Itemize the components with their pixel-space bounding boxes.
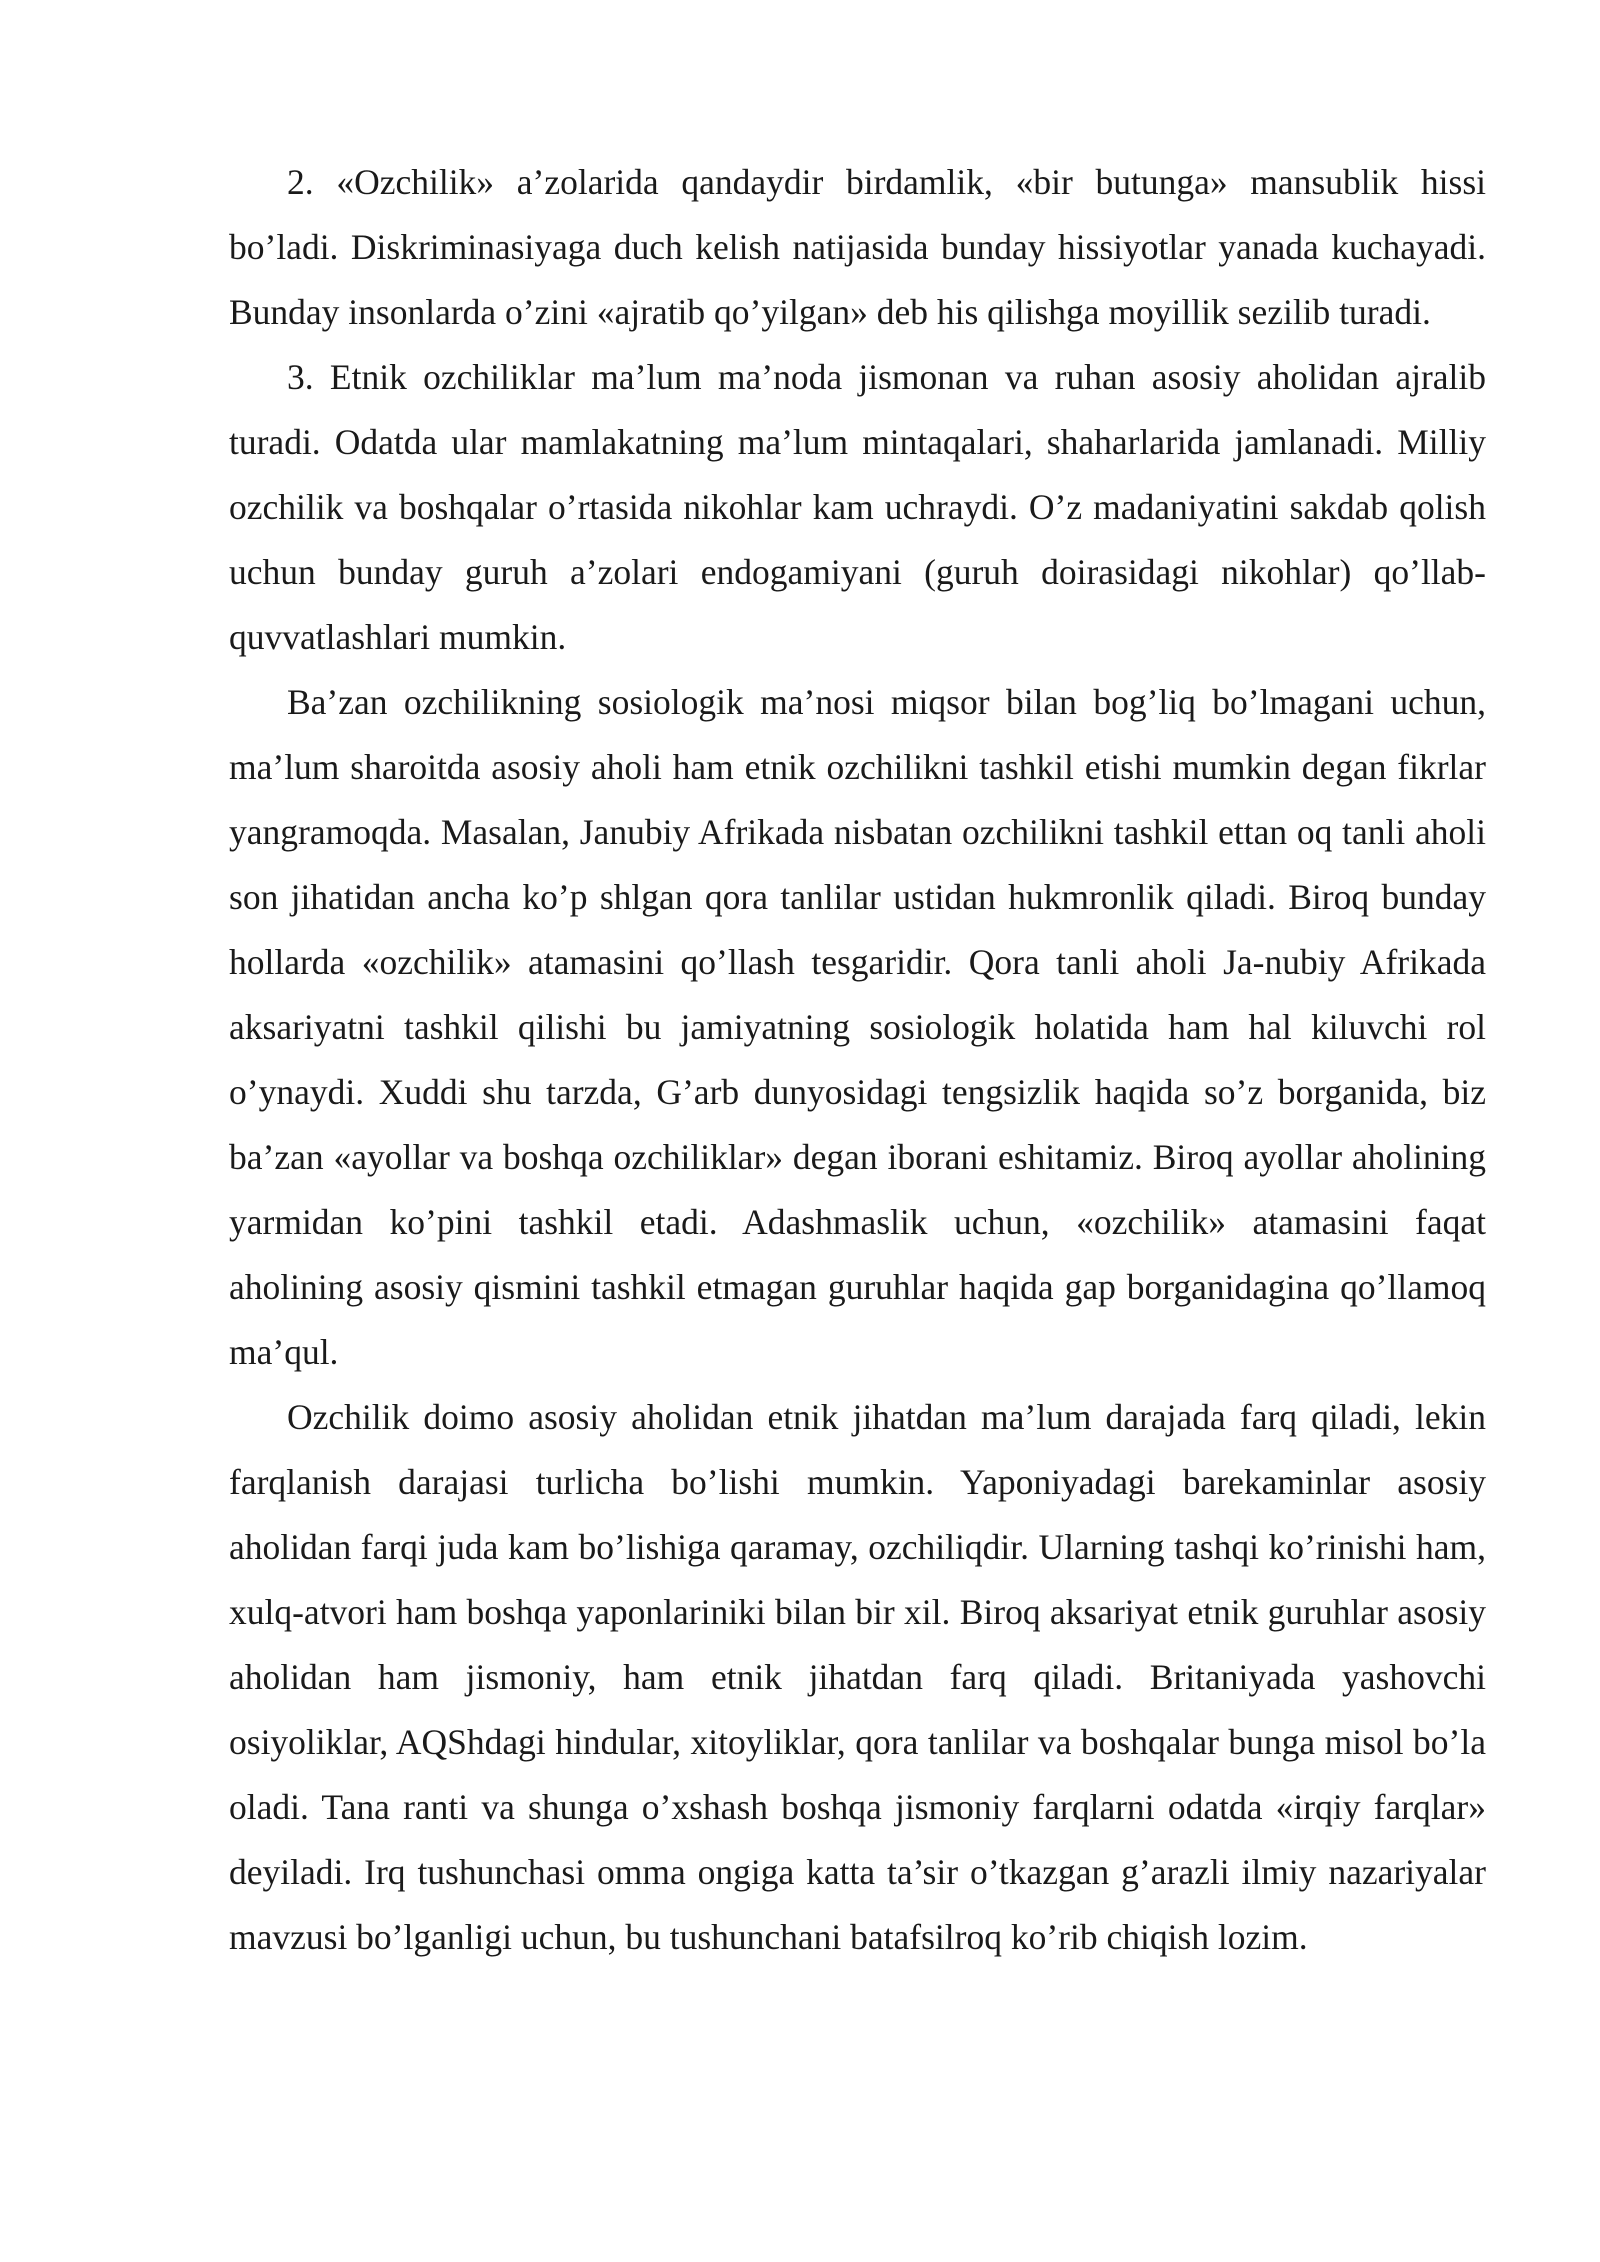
paragraph-2: 3. Etnik ozchiliklar ma’lum ma’noda jismonan va ruhan asosiy aholidan ajralib turadi. Odatda ular mamlakatning ma’lum mintaqalari, shaharlarida jamlanadi. Milliy ozchilik va boshqalar o’rtasida nikohlar kam uchraydi. O’z madaniyatini sakdab qolish uchun bunday guruh a’zolari endogamiyani (guruh doirasidagi nikohlar) qo’llab-quvvatlashlari mumkin. xyxy=(229,357,1486,657)
document-page xyxy=(229,150,1486,1970)
paragraph-3: Ba’zan ozchilikning sosiologik ma’nosi miqsor bilan bog’liq bo’lmagani uchun, ma’lum sharoitda asosiy aholi ham etnik ozchilikni tashkil etishi mumkin degan fikrlar yangramoqda. Masalan, Janubiy Afrikada nisbatan ozchilikni tashkil ettan oq tanli aholi son jihatidan ancha ko’p shlgan qora tanlilar ustidan hukmronlik qiladi. Biroq bunday hollarda «ozchilik» atamasini qo’llash tesgaridir. Qora tanli aholi Ja-nubiy Afrikada aksariyatni tashkil qilishi bu jamiyatning sosiologik holatida ham hal kiluvchi rol o’ynaydi. Xuddi shu tarzda, G’arb dunyosidagi tengsizlik haqida so’z borganida, biz ba’zan «ayollar va boshqa ozchiliklar» degan iborani eshitamiz. Biroq ayollar aholining yarmidan ko’pini tashkil etadi. Adashmaslik uchun, «ozchilik» atamasini faqat aholining asosiy qismini tashkil etmagan guruhlar haqida gap borganidagina qo’llamoq ma’qul. xyxy=(229,682,1486,1372)
paragraph-4: Ozchilik doimo asosiy aholidan etnik jihatdan ma’lum darajada farq qiladi, lekin farqlanish darajasi turlicha bo’lishi mumkin. Yaponiyadagi barekaminlar asosiy aholidan farqi juda kam bo’lishiga qaramay, ozchiliqdir. Ularning tashqi ko’rinishi ham, xulq-atvori ham boshqa yaponlariniki bilan bir xil. Biroq aksariyat etnik guruhlar asosiy aholidan ham jismoniy, ham etnik jihatdan farq qiladi. Britaniyada yashovchi osiyoliklar, AQShdagi hindular, xitoyliklar, qora tanlilar va boshqalar bunga misol bo’la oladi. Tana ranti va shunga o’xshash boshqa jismoniy farqlarni odatda «irqiy farqlar» deyiladi. Irq tushunchasi omma ongiga katta ta’sir o’tkazgan g’arazli ilmiy nazariyalar mavzusi bo’lganligi uchun, bu tushunchani batafsilroq ko’rib chiqish lozim. xyxy=(229,1397,1486,1957)
paragraph-1: 2. «Ozchilik» a’zolarida qandaydir birdamlik, «bir butunga» mansublik hissi bo’ladi. Diskriminasiyaga duch kelish natijasida bunday hissiyotlar yanada kuchayadi. Bunday insonlarda o’zini «ajratib qo’yilgan» deb his qilishga moyillik sezilib turadi. xyxy=(229,162,1486,332)
